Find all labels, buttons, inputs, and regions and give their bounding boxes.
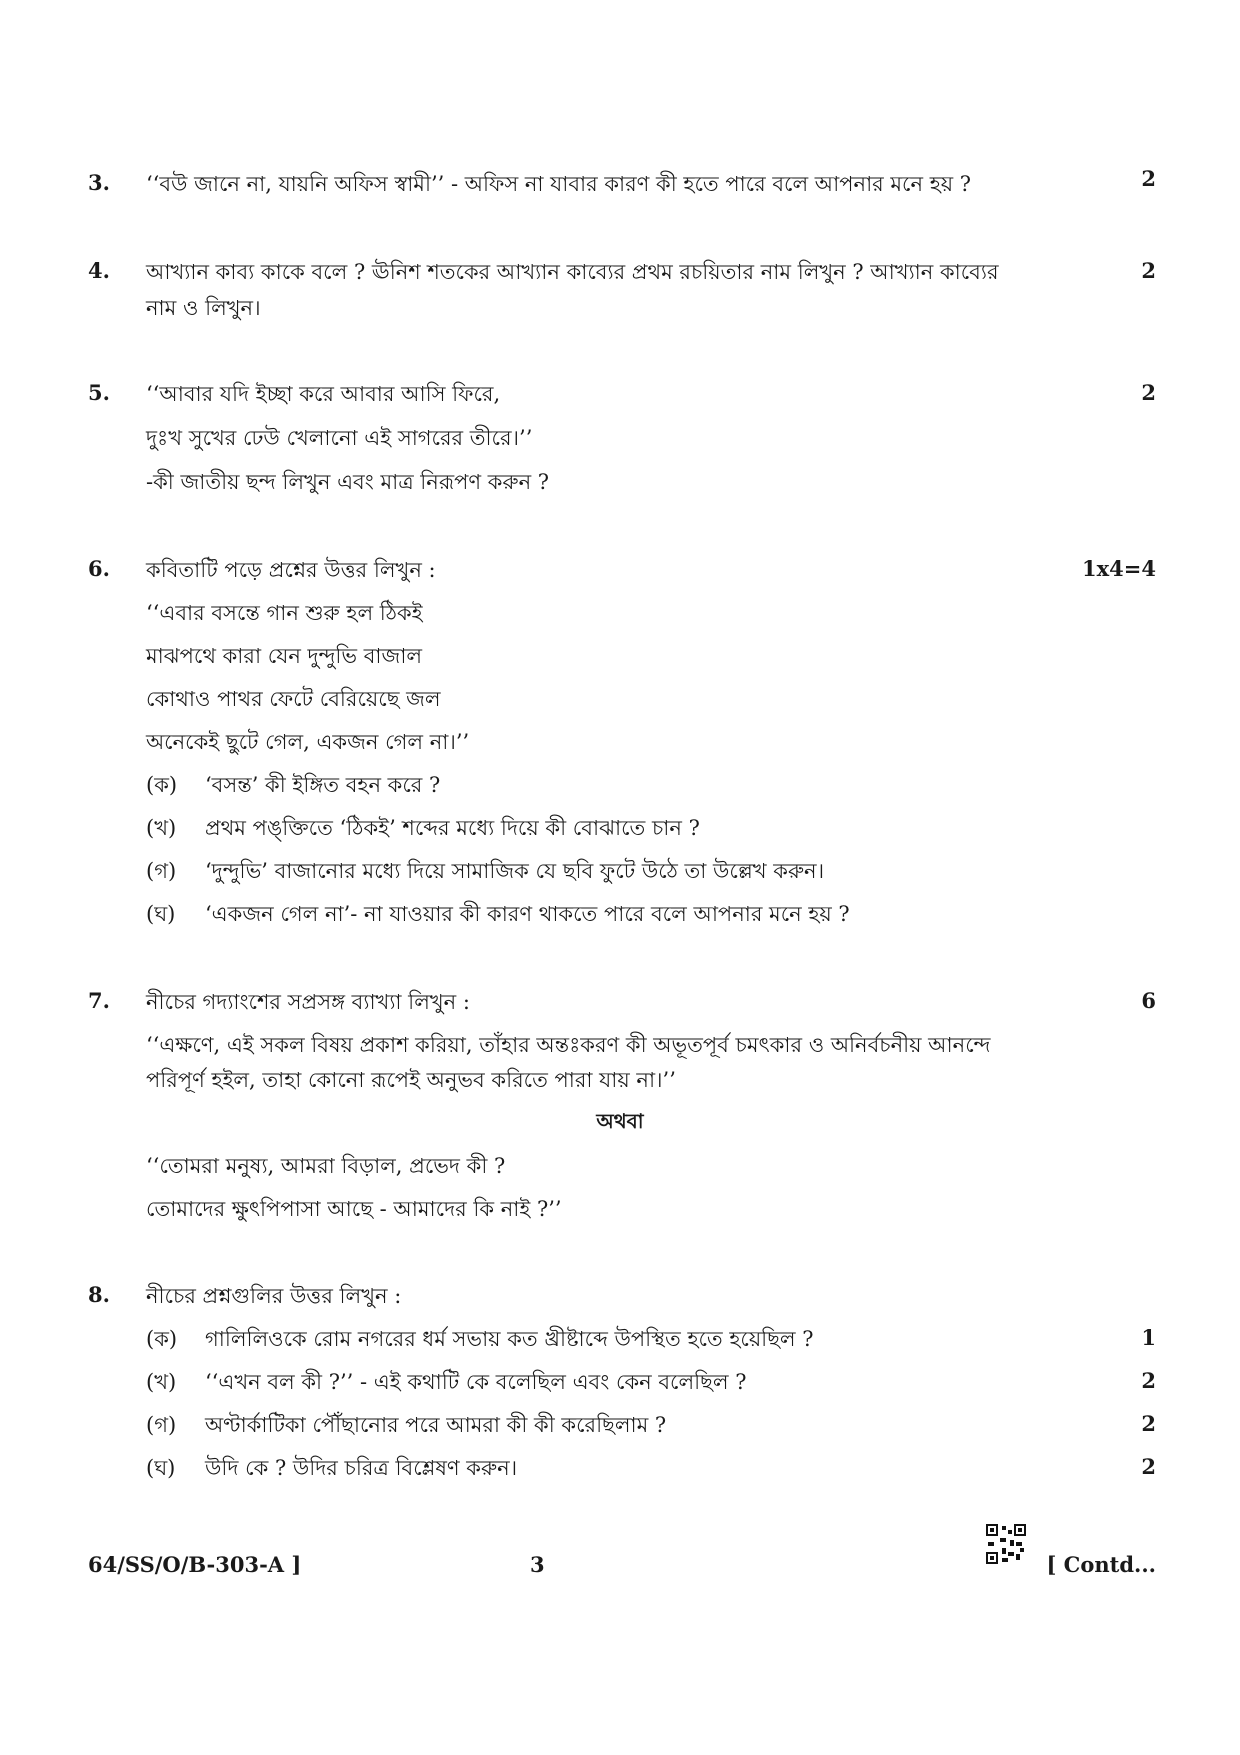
poem-line: ‘‘আবার যদি ইচ্ছা করে আবার আসি ফিরে, xyxy=(146,382,501,406)
sub-question-label: (ক) xyxy=(146,773,178,797)
sub-question-label: (খ) xyxy=(146,1370,177,1394)
sub-question-marks: 2 xyxy=(1141,1368,1156,1393)
paper-code: 64/SS/O/B-303-A ] xyxy=(88,1552,302,1577)
or-separator: অথবা xyxy=(596,1109,644,1133)
sub-question-marks: 1 xyxy=(1141,1325,1156,1350)
passage-line: ‘‘এক্ষণে, এই সকল বিষয় প্রকাশ করিয়া, তাঁহার অন্তঃকরণ কী অভূতপূর্ব চমৎকার ও অনির্বচনীয় আনন্দে xyxy=(146,1033,991,1057)
page-number: 3 xyxy=(530,1552,545,1577)
sub-question-label: (গ) xyxy=(146,1413,177,1437)
qr-code-icon xyxy=(986,1524,1026,1564)
sub-question-text: উদি কে ? উদির চরিত্র বিশ্লেষণ করুন। xyxy=(205,1456,518,1480)
question-text: ‘‘বউ জানে না, যায়নি অফিস স্বামী’’ - অফিস না যাবার কারণ কী হতে পারে বলে আপনার মনে হয় ? xyxy=(146,172,972,196)
question-number: 5. xyxy=(88,380,110,405)
sub-question-label: (ঘ) xyxy=(146,902,176,926)
question-number: 3. xyxy=(88,170,110,195)
question-marks: 2 xyxy=(1141,380,1156,405)
poem-line: মাঝপথে কারা যেন দুন্দুভি বাজাল xyxy=(146,644,423,668)
sub-question-text: প্রথম পঙ্‌ক্তিতে ‘ঠিকই’ শব্দের মধ্যে দিয়ে কী বোঝাতে চান ? xyxy=(205,816,700,840)
sub-question-label: (খ) xyxy=(146,816,177,840)
question-marks: 6 xyxy=(1141,988,1156,1013)
question-number: 7. xyxy=(88,988,110,1013)
sub-question-text: অণ্টার্কাটিকা পৌঁছানোর পরে আমরা কী কী করেছিলাম ? xyxy=(205,1413,667,1437)
sub-question-label: (ক) xyxy=(146,1327,178,1351)
passage-line: পরিপূর্ণ হইল, তাহা কোনো রূপেই অনুভব করিতে পারা যায় না।’’ xyxy=(146,1068,676,1092)
question-marks: 2 xyxy=(1141,258,1156,283)
passage-line: ‘‘তোমরা মনুষ্য, আমরা বিড়াল, প্রভেদ কী ? xyxy=(146,1154,506,1178)
question-intro: নীচের গদ্যাংশের সপ্রসঙ্গ ব্যাখ্যা লিখুন : xyxy=(146,990,470,1014)
continued-label: [ Contd... xyxy=(1046,1552,1156,1577)
passage-line: তোমাদের ক্ষুৎপিপাসা আছে - আমাদের কি নাই ?’’ xyxy=(146,1197,562,1221)
poem-line: অনেকেই ছুটে গেল, একজন গেল না।’’ xyxy=(146,730,470,754)
sub-question-text: ‘দুন্দুভি’ বাজানোর মধ্যে দিয়ে সামাজিক যে ছবি ফুটে উঠে তা উল্লেখ করুন। xyxy=(205,859,825,883)
question-intro: নীচের প্রশ্নগুলির উত্তর লিখুন : xyxy=(146,1284,402,1308)
poem-line: দুঃখ সুখের ঢেউ খেলানো এই সাগরের তীরে।’’ xyxy=(146,426,533,450)
sub-question-label: (গ) xyxy=(146,859,177,883)
question-number: 4. xyxy=(88,258,110,283)
sub-question-text: ‘বসন্ত’ কী ইঙ্গিত বহন করে ? xyxy=(205,773,441,797)
sub-question-text: গালিলিওকে রোম নগরের ধর্ম সভায় কত খ্রীষ্টাব্দে উপস্থিত হতে হয়েছিল ? xyxy=(205,1327,814,1351)
question-text-line: আখ্যান কাব্য কাকে বলে ? ঊনিশ শতকের আখ্যান কাব্যের প্রথম রচয়িতার নাম লিখুন ? আখ্যান কাব্যের xyxy=(146,260,999,284)
question-marks: 2 xyxy=(1141,166,1156,191)
sub-question-label: (ঘ) xyxy=(146,1456,176,1480)
poem-line: ‘‘এবার বসন্তে গান শুরু হল ঠিকই xyxy=(146,601,423,625)
question-marks: 1x4=4 xyxy=(1082,556,1156,581)
question-number: 8. xyxy=(88,1282,110,1307)
question-intro: কবিতাটি পড়ে প্রশ্নের উত্তর লিখুন : xyxy=(146,558,436,582)
sub-question-text: ‘একজন গেল না’- না যাওয়ার কী কারণ থাকতে পারে বলে আপনার মনে হয় ? xyxy=(205,902,850,926)
poem-line: কোথাও পাথর ফেটে বেরিয়েছে জল xyxy=(146,687,441,711)
sub-question-marks: 2 xyxy=(1141,1454,1156,1479)
sub-question-text: ‘‘এখন বল কী ?’’ - এই কথাটি কে বলেছিল এবং কেন বলেছিল ? xyxy=(205,1370,747,1394)
question-text: -কী জাতীয় ছন্দ লিখুন এবং মাত্র নিরূপণ করুন ? xyxy=(146,470,550,494)
question-text-line: নাম ও লিখুন। xyxy=(146,296,261,320)
sub-question-marks: 2 xyxy=(1141,1411,1156,1436)
question-number: 6. xyxy=(88,556,110,581)
